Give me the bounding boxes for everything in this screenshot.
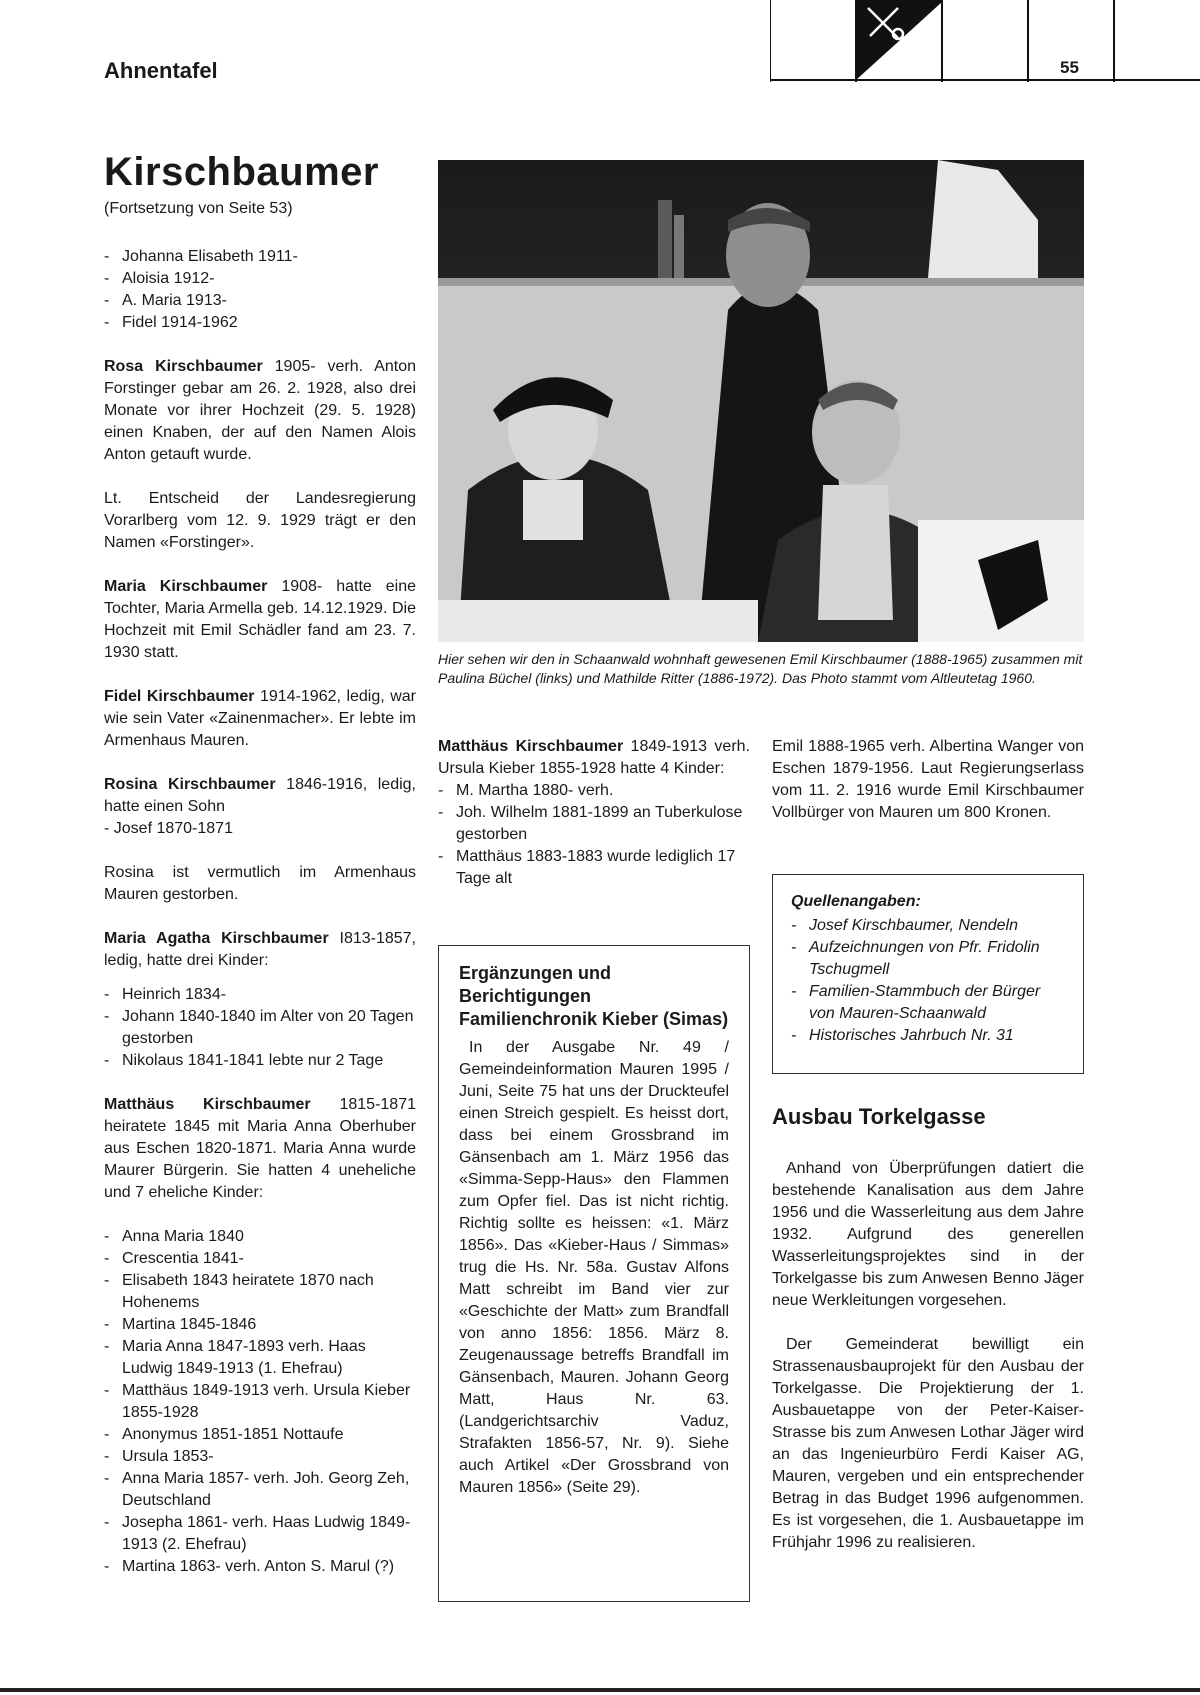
list-item: - Ursula 1853- (104, 1446, 416, 1468)
person-name: Maria Kirschbaumer (104, 578, 268, 595)
children-list-4 (438, 780, 750, 890)
corrections-box (438, 945, 750, 1602)
list-item: - Matthäus 1849-1913 verh. Ursula Kieber 1855-1928 (104, 1380, 416, 1424)
torkelgasse-text (772, 1158, 1084, 1576)
corrections-title: Ergänzungen und Berichtigungen Familienchronik Kieber (Simas) (459, 963, 729, 1029)
person-name: Maria Agatha Kirschbaumer (104, 930, 329, 947)
sources-title: Quellenangaben: (791, 893, 921, 910)
section-label: Ahnentafel (104, 58, 218, 83)
paragraph-agatha: Maria Agatha Kirschbaumer I813-1857, ledig, hatte drei Kinder: (104, 930, 416, 969)
bottom-rule (0, 1688, 1200, 1692)
list-item: - Familien-Stammbuch der Bürger von Mauren-Schaanwald (791, 981, 1065, 1025)
paragraph-rosa: Rosa Kirschbaumer 1905- verh. Anton Forstinger gebar am 26. 2. 1928, also drei Monate vor ihrer Hochzeit (29. 5. 1928) einen Knaben, der auf den Namen Alois Anton getauft wurde. (104, 358, 416, 463)
list-item: - Elisabeth 1843 heiratete 1870 nach Hohenems (104, 1270, 416, 1314)
list-item: - M. Martha 1880- verh. (438, 780, 750, 802)
children-list-1 (104, 246, 416, 334)
list-item: - Joh. Wilhelm 1881-1899 an Tuberkulose gestorben (438, 802, 750, 846)
person-name: Rosina Kirschbaumer (104, 776, 276, 793)
person-name: Rosa Kirschbaumer (104, 358, 263, 375)
person-name: Matthäus Kirschbaumer (438, 738, 624, 755)
photo (438, 160, 1084, 642)
list-item: - A. Maria 1913- (104, 290, 416, 312)
paragraph-rosina-2: Rosina ist vermutlich im Armenhaus Mauren gestorben. (104, 864, 416, 903)
paragraph-entscheid: Lt. Entscheid der Landesregierung Vorarlberg vom 12. 9. 1929 trägt er den Namen «Forstinger». (104, 490, 416, 551)
person-name: Fidel Kirschbaumer (104, 688, 255, 705)
corrections-text: In der Ausgabe Nr. 49 / Gemeindeinformation Mauren 1995 / Juni, Seite 75 hat uns der Druckteufel einen Streich gespielt. Es heisst dort, dass bei einem Grossbrand im Gänsenbach am 1. März 1956 das «Simma-Sepp-Haus» den Flammen zum Opfer fiel. Das ist nicht richtig. Richtig sollte es heissen: «1. März 1856». Das «Kieber-Haus / Simmas» trug die Hs. Nr. 58a. Gustav Alfons Matt schreibt im Band vier zur «Geschichte der Matt» zum Brandfall von anno 1856: 1856. März 8. Zeugenaussage betreffs Brandfall im Gänsenbach, Mauren. Johann Georg Matt, Haus Nr. 63. (Landgerichtsarchiv Vaduz, Strafakten 1856-57, Nr. 9). Siehe auch Artikel «Der Grossbrand von Mauren 1856» (Seite 29). (459, 1039, 729, 1496)
list-item: - Aloisia 1912- (104, 268, 416, 290)
photo-caption: Hier sehen wir den in Schaanwald wohnhaft gewesenen Emil Kirschbaumer (1888-1965) zusammen mit Paulina Büchel (links) und Mathilde Ritter (1886-1972). Das Photo stammt vom Altleutetag 1960. (438, 651, 1083, 686)
list-item: - Aufzeichnungen von Pfr. Fridolin Tschugmell (791, 937, 1065, 981)
paragraph: Der Gemeinderat bewilligt ein Strassenausbauprojekt für den Ausbau der Torkelgasse. Die Projektierung der 1. Ausbauetappe von der Peter-Kaiser-Strasse bis zum Anwesen Lothar Jäger wird an das Ingenieurbüro Ferdi Kaiser AG, Mauren, vergeben und ein entsprechender Betrag in das Budget 1996 aufgenommen. Es ist vorgesehen, die 1. Ausbauetappe im Frühjahr 1996 zu realisieren. (772, 1336, 1084, 1551)
page-number: 55 (1060, 58, 1079, 77)
list-item: - Matthäus 1883-1883 wurde lediglich 17 Tage alt (438, 846, 750, 890)
section-heading-torkelgasse: Ausbau Torkelgasse (772, 1104, 986, 1129)
page-subtitle: (Fortsetzung von Seite 53) (104, 200, 293, 217)
person-name: Matthäus Kirschbaumer (104, 1096, 311, 1113)
paragraph: Anhand von Überprüfungen datiert die bestehende Kanalisation aus dem Jahre 1956 und die Wasserleitung aus dem Jahre 1932. Aufgrund des generellen Wasserleitungsprojektes sind in der Torkelgasse bis zum Anwesen Benno Jäger neue Werkleitungen vorgesehen. (772, 1160, 1084, 1309)
header-grid (770, 0, 1200, 82)
list-item: - Johann 1840-1840 im Alter von 20 Tagen gestorben (104, 1006, 416, 1050)
list-item: - Anna Maria 1840 (104, 1226, 416, 1248)
list-item: - Johanna Elisabeth 1911- (104, 246, 416, 268)
column-middle (438, 736, 750, 912)
list-item: - Martina 1863- verh. Anton S. Marul (?) (104, 1556, 416, 1578)
list-item: - Anonymus 1851-1851 Nottaufe (104, 1424, 416, 1446)
sources-list (791, 915, 1065, 1047)
sources-box (772, 874, 1084, 1074)
list-item: - Nikolaus 1841-1841 lebte nur 2 Tage (104, 1050, 416, 1072)
column-left (104, 246, 416, 1600)
children-list-2 (104, 984, 416, 1072)
children-list-3 (104, 1226, 416, 1578)
list-item: - Heinrich 1834- (104, 984, 416, 1006)
paragraph-emil: Emil 1888-1965 verh. Albertina Wanger von Eschen 1879-1956. Laut Regierungserlass vom 11. 2. 1916 wurde Emil Kirschbaumer Vollbürger von Mauren um 800 Kronen. (772, 738, 1084, 821)
list-item: - Martina 1845-1846 (104, 1314, 416, 1336)
list-item: - Maria Anna 1847-1893 verh. Haas Ludwig 1849-1913 (1. Ehefrau) (104, 1336, 416, 1380)
list-item: - Anna Maria 1857- verh. Joh. Georg Zeh, Deutschland (104, 1468, 416, 1512)
paragraph-matthaeus: Matthäus Kirschbaumer 1815-1871 heiratete 1845 mit Maria Anna Oberhuber aus Eschen 1820-1871. Maria Anna wurde Maurer Bürgerin. Sie hatten 4 uneheliche und 7 eheliche Kinder: (104, 1096, 416, 1201)
paragraph-maria: Maria Kirschbaumer 1908- hatte eine Tochter, Maria Armella geb. 14.12.1929. Die Hochzeit mit Emil Schädler fand am 23. 7. 1930 statt. (104, 578, 416, 661)
list-item: - Josef Kirschbaumer, Nendeln (791, 915, 1065, 937)
paragraph-matthaeus-2: Matthäus Kirschbaumer 1849-1913 verh. Ursula Kieber 1855-1928 hatte 4 Kinder: (438, 738, 750, 777)
list-item: - Josepha 1861- verh. Haas Ludwig 1849-1913 (2. Ehefrau) (104, 1512, 416, 1556)
paragraph-rosina: Rosina Kirschbaumer 1846-1916, ledig, hatte einen Sohn - Josef 1870-1871 (104, 776, 416, 837)
column-right (772, 736, 1084, 846)
page-title: Kirschbaumer (104, 150, 379, 194)
paragraph-fidel: Fidel Kirschbaumer 1914-1962, ledig, war wie sein Vater «Zainenmacher». Er lebte im Armenhaus Mauren. (104, 688, 417, 749)
list-item: - Fidel 1914-1962 (104, 312, 416, 334)
list-item: - Crescentia 1841- (104, 1248, 416, 1270)
list-item: - Historisches Jahrbuch Nr. 31 (791, 1025, 1065, 1047)
